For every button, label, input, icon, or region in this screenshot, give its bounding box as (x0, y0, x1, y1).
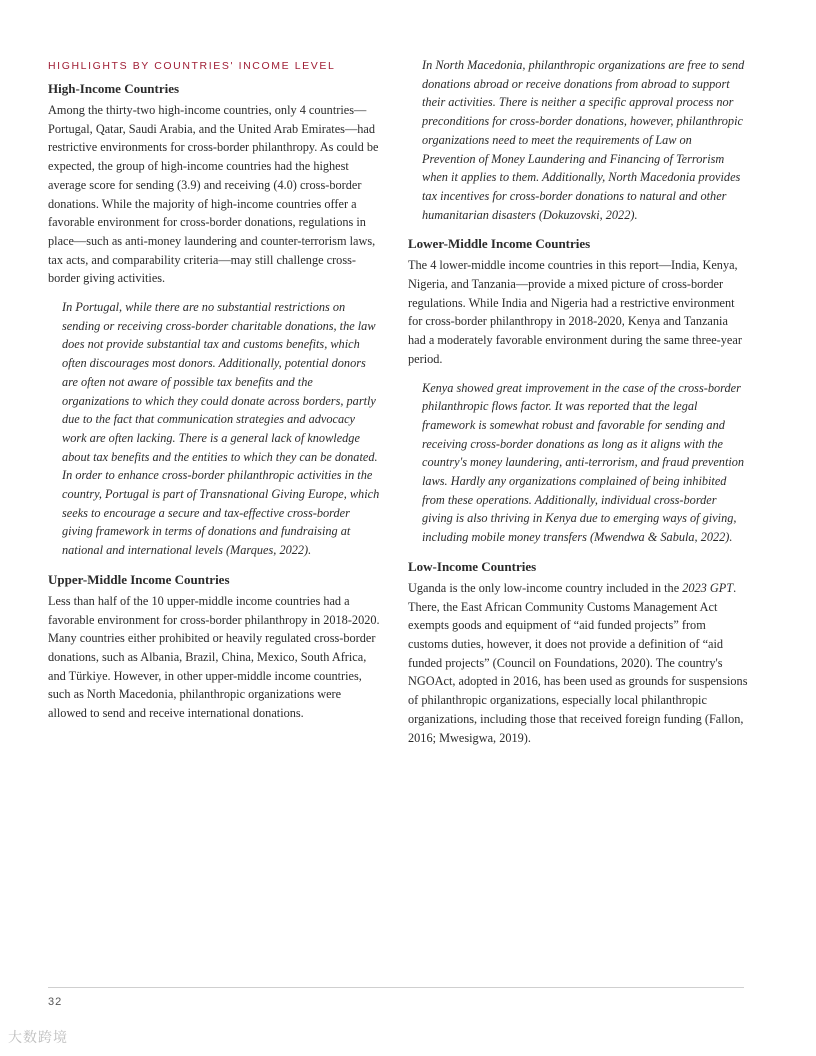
right-column (408, 56, 748, 757)
north-macedonia-quote: In North Macedonia, philanthropic organizations are free to send donations abroad or receive donations from abroad to support their activities. There is neither a specific approval process nor preconditions for cross-border donations, however, philanthropic organizations need to meet the requirements of Law on Prevention of Money Laundering and Financing of Terrorism when it applies to them. Additionally, North Macedonia provides tax incentives for cross-border donations to natural and other humanitarian disasters (Dokuzovski, 2022). (422, 58, 745, 222)
watermark: 大数跨境 (8, 1030, 68, 1046)
gpt-report-title: 2023 GPT (682, 580, 734, 595)
portugal-quote: In Portugal, while there are no substantial restrictions on sending or receiving cross-border charitable donations, the law does not provide substantial tax and customs benefits, which often discourages most donors. Additionally, potential donors are often not aware of possible tax benefits and the organizations to which they could donate across borders, partly due to the fact that communication strategies and advocacy work are often lacking. There is a general lack of knowledge about tax benefits and the entities to which they can be donated. In order to enhance cross-border philanthropic activities in the country, Portugal is part of Transnational Giving Europe, which seeks to encourage a secure and tax-effective cross-border giving framework in terms of donations and fundraising at national and international levels (Marques, 2022). (62, 300, 380, 558)
low-income-paragraph (408, 579, 748, 747)
low-income-text-end: . There, the East African Community Customs Management Act exempts goods and equipment of “aid funded projects” from customs duties, however, it does not provide a definition of “aid funded projects” (Council on Foundations, 2020). The country's NGOAct, adopted in 2016, has been used as grounds for suspensions of philanthropic organizations, especially local philanthropic organizations, including those that received foreign funding (Fallon, 2016; Mwesigwa, 2019). (408, 580, 748, 745)
kenya-quote: Kenya showed great improvement in the case of the cross-border philanthropic flows factor. It was reported that the legal framework is somewhat robust and favorable for sending and receiving cross-border donations as long as it aligns with the country's money laundering, anti-terrorism, and fraud prevention laws. Hardly any organizations complained of being inhibited from these operations. Additionally, individual cross-border giving is also thriving in Kenya due to emerging ways of giving, including mobile money transfers (Mwendwa & Sabula, 2022). (422, 380, 745, 545)
low-income-text-start: Uganda is the only low-income country included in the (408, 580, 683, 595)
footer-divider (48, 987, 744, 988)
high-income-paragraph: Among the thirty-two high-income countries, only 4 countries—Portugal, Qatar, Saudi Arabia, and the United Arab Emirates—had restrictive environments for cross-border philanthropy. As could be expected, the group of high-income countries had the highest average score for sending (3.9) and receiving (4.0) cross-border donations. While the majority of high-income countries offer a favorable environment for cross-border donations, regulations in place—such as anti-money laundering and counter-terrorism laws, tax acts, and comparability criteria—may still challenge cross-border giving activities. (48, 103, 379, 286)
upper-middle-heading: Upper-Middle Income Countries (48, 571, 230, 587)
high-income-heading: High-Income Countries (48, 81, 180, 96)
section-kicker: HIGHLIGHTS BY COUNTRIES' INCOME LEVEL (48, 60, 336, 72)
page-number: 32 (48, 996, 63, 1008)
upper-middle-paragraph: Less than half of the 10 upper-middle income countries had a favorable environment for cross-border philanthropy in 2018-2020. Many countries either prohibited or heavily regulated cross-border donations, such as Albania, Brazil, China, Mexico, South Africa, and Türkiye. However, in other upper-middle income countries, such as North Macedonia, philanthropic organizations were allowed to send and receive international donations. (48, 593, 380, 721)
left-column (48, 56, 382, 733)
low-income-heading: Low-Income Countries (408, 558, 537, 574)
lower-middle-heading: Lower-Middle Income Countries (408, 236, 591, 252)
lower-middle-paragraph: The 4 lower-middle income countries in this report—India, Kenya, Nigeria, and Tanzania—provide a mixed picture of cross-border regulations. While India and Nigeria had a restrictive environment for cross-border philanthropy in 2018-2020, Kenya and Tanzania had a moderately favorable environment during the same three-year period. (408, 258, 742, 366)
